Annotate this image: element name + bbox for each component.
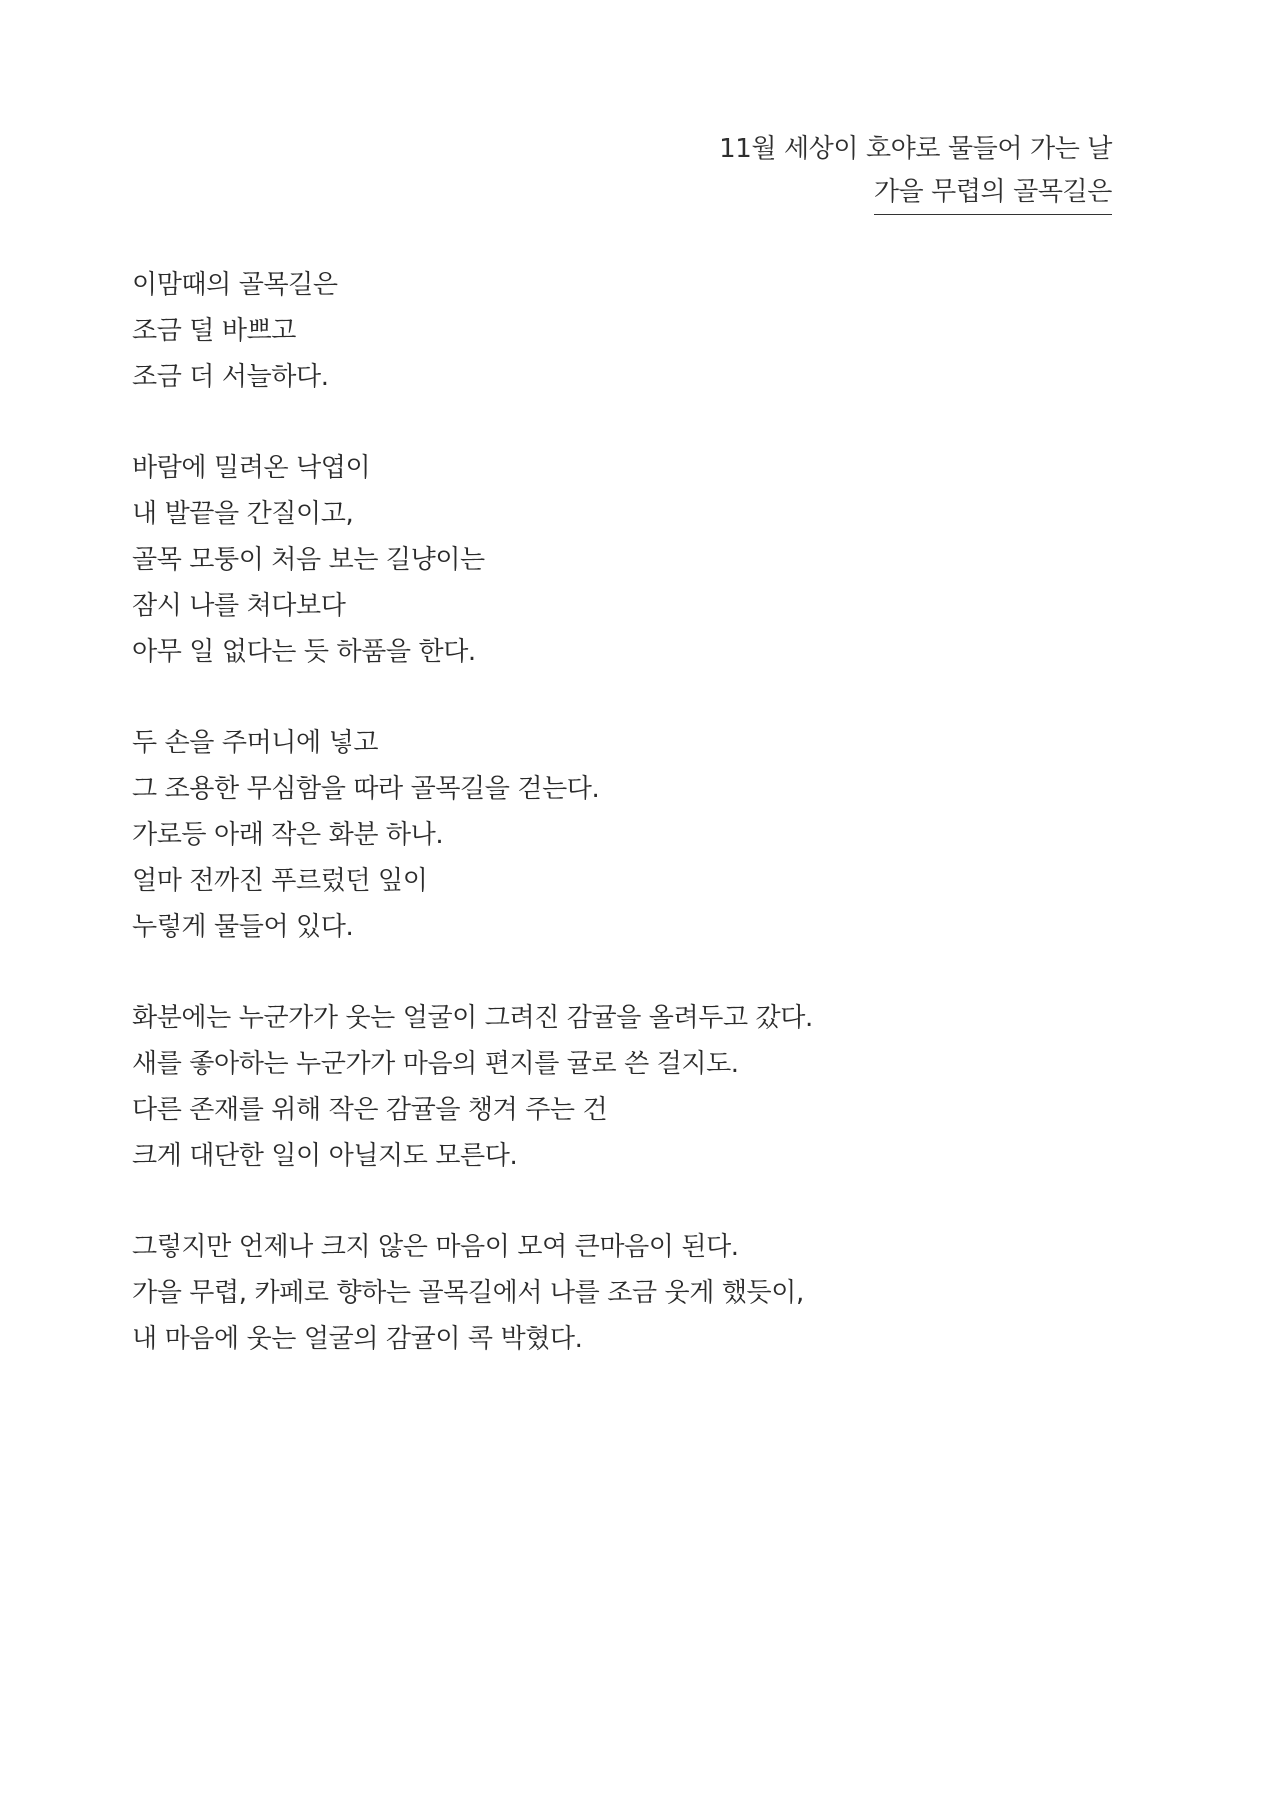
poem-line: 누렇게 물들어 있다. — [132, 912, 354, 942]
poem-line: 조금 더 서늘하다. — [132, 362, 329, 392]
poem-line: 가을 무렵, 카페로 향하는 골목길에서 나를 조금 웃게 했듯이, — [132, 1278, 804, 1308]
stanza-5 — [132, 1224, 813, 1362]
poem-line: 두 손을 주머니에 넣고 — [132, 728, 379, 758]
poem-line: 가로등 아래 작은 화분 하나. — [132, 820, 444, 850]
poem-line: 얼마 전까진 푸르렀던 잎이 — [132, 866, 428, 896]
poem-line: 내 마음에 웃는 얼굴의 감귤이 콕 박혔다. — [132, 1324, 583, 1354]
poem-line: 다른 존재를 위해 작은 감귤을 챙겨 주는 건 — [132, 1095, 608, 1125]
poem-line: 화분에는 누군가가 웃는 얼굴이 그려진 감귤을 올려두고 갔다. — [132, 1003, 813, 1033]
poem-header — [719, 126, 1112, 215]
poem-line: 그렇지만 언제나 크지 않은 마음이 모여 큰마음이 된다. — [132, 1232, 739, 1262]
stanza-4 — [132, 995, 813, 1179]
poem-body — [132, 262, 813, 1407]
poem-line: 잠시 나를 쳐다보다 — [132, 591, 346, 621]
stanza-2 — [132, 445, 813, 675]
poem-line: 바람에 밀려온 낙엽이 — [132, 453, 371, 483]
poem-title: 가을 무렵의 골목길은 — [874, 172, 1112, 215]
poem-line: 새를 좋아하는 누군가가 마음의 편지를 귤로 쓴 걸지도. — [132, 1049, 739, 1079]
stanza-3 — [132, 720, 813, 950]
poem-line: 이맘때의 골목길은 — [132, 270, 338, 300]
poem-subtitle: 11월 세상이 호야로 물들어 가는 날 — [719, 134, 1112, 164]
poem-line: 내 발끝을 간질이고, — [132, 499, 354, 529]
poem-line: 조금 덜 바쁘고 — [132, 316, 297, 346]
poem-line: 골목 모퉁이 처음 보는 길냥이는 — [132, 545, 485, 575]
poem-line: 그 조용한 무심함을 따라 골목길을 걷는다. — [132, 774, 600, 804]
poem-line: 아무 일 없다는 듯 하품을 한다. — [132, 637, 476, 667]
stanza-1 — [132, 262, 813, 400]
poem-line: 크게 대단한 일이 아닐지도 모른다. — [132, 1141, 518, 1171]
